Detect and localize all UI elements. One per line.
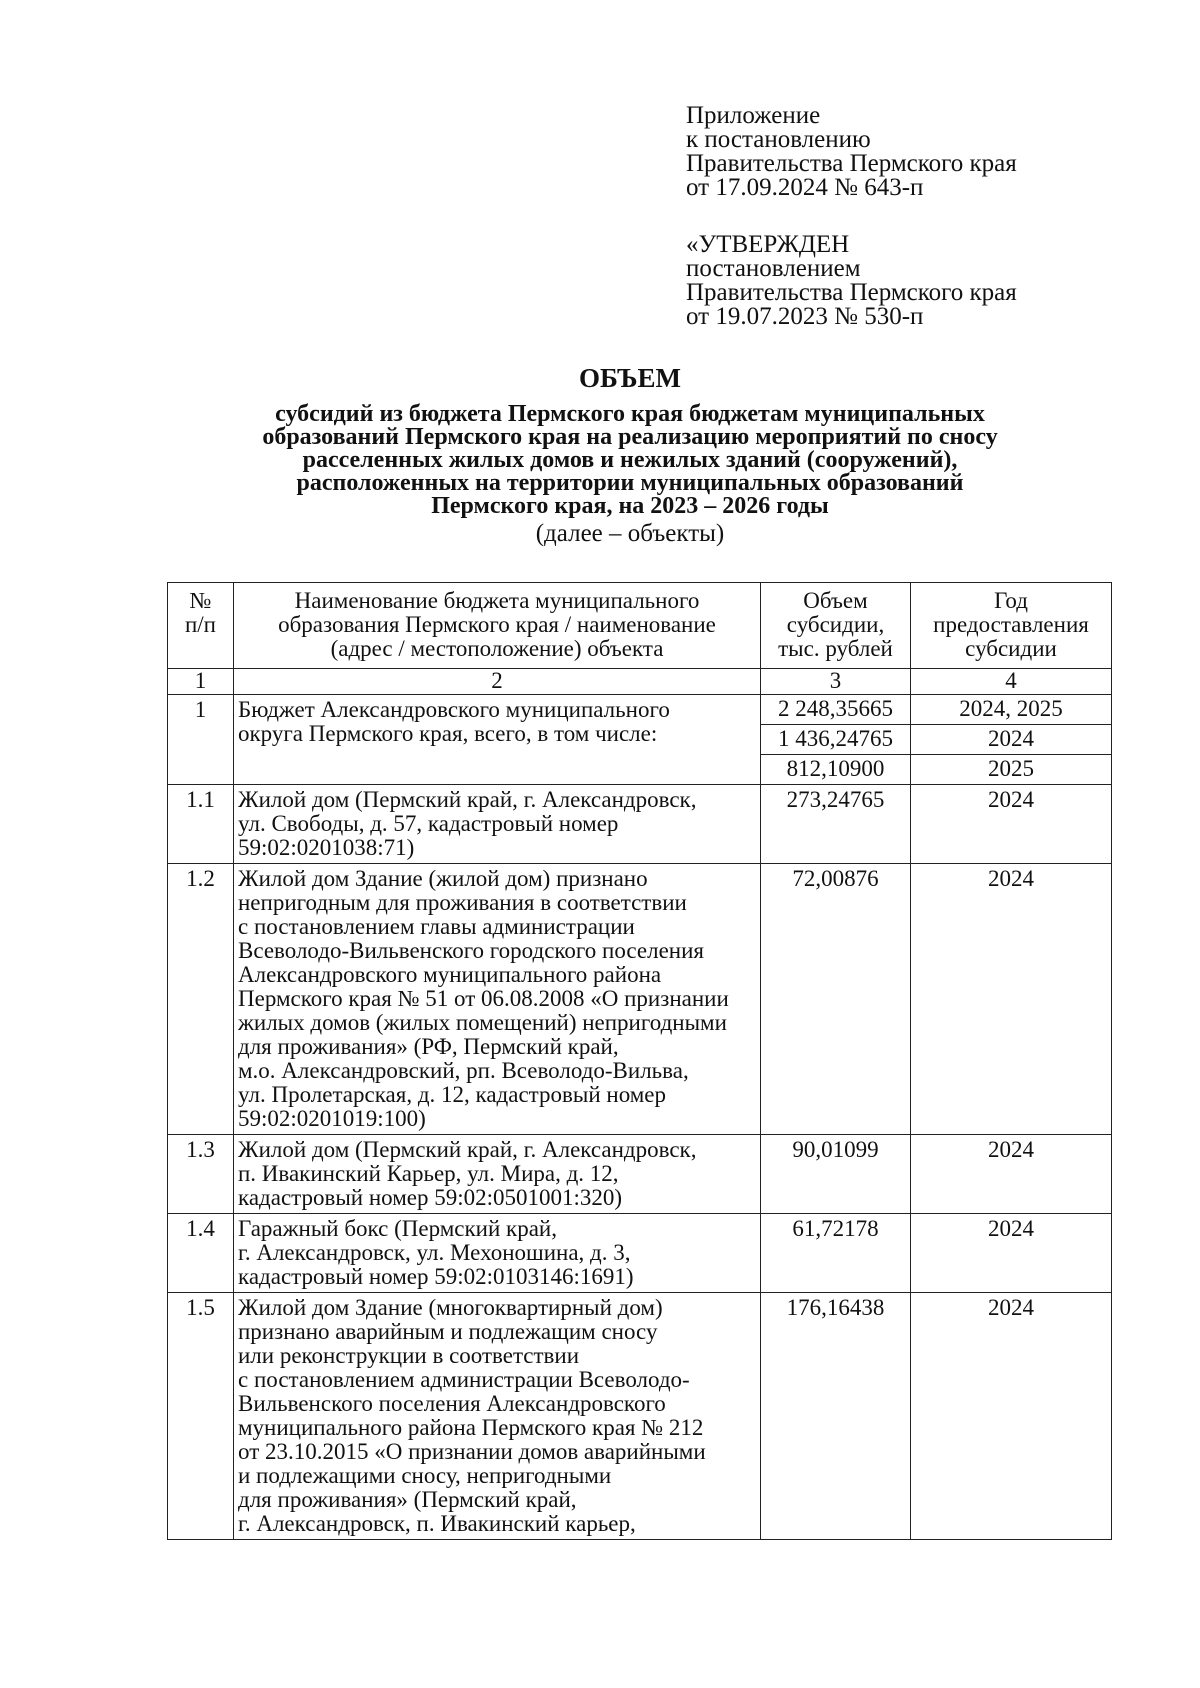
row-number: 1.1 [168,785,234,864]
document-title: ОБЪЕМ [579,363,681,393]
subsidy-table [167,582,1112,1540]
name-line: г. Александровск, ул. Мехоношина, д. 3, [238,1240,631,1265]
name-line: Вильвенского поселения Александровского [238,1391,666,1416]
column-index: 4 [911,669,1112,695]
row-amount: 90,01099 [761,1135,911,1214]
header-amount [761,583,911,669]
name-line: 59:02:0201038:71) [238,835,415,860]
row-name [234,1293,761,1540]
name-line: или реконструкции в соответствии [238,1343,580,1368]
document-note: (далее – объекты) [535,520,725,547]
amount-value: 812,10900 [786,756,885,781]
name-line: Жилой дом (Пермский край, г. Александровск, [238,787,697,812]
header-text: Год [994,588,1028,613]
name-line: для проживания» (РФ, Пермский край, [238,1034,619,1059]
year-value: 2025 [988,756,1034,781]
name-line: Всеволодо-Вильвенского городского поселения [238,938,704,963]
name-line: жилых домов (жилых помещений) непригодными [238,1010,727,1035]
row-number: 1.5 [168,1293,234,1540]
name-line: Гаражный бокс (Пермский край, [238,1216,557,1241]
header-text: п/п [184,612,216,637]
name-line: округа Пермского края, всего, в том числе: [238,721,658,746]
header-line: постановлением [686,255,861,282]
name-line: и подлежащими сносу, непригодными [238,1463,612,1488]
row-name [234,695,761,785]
row-name [234,785,761,864]
name-line: ул. Свободы, д. 57, кадастровый номер [238,811,619,836]
row-year: 2024 [911,864,1112,1135]
header-text: образования Пермского края / наименование [278,612,716,637]
appendix-header [686,104,1017,200]
name-line: для проживания» (Пермский край, [238,1487,577,1512]
header-text: Наименование бюджета муниципального [294,588,700,613]
header-line: Приложение [686,102,821,129]
subtitle-line: образований Пермского края на реализацию мероприятий по сносу [262,424,998,450]
name-line: признано аварийным и подлежащим сносу [238,1319,658,1344]
name-line: п. Ивакинский Карьер, ул. Мира, д. 12, [238,1161,619,1186]
table-row-total [168,695,1112,785]
header-text: № [189,588,212,613]
row-year: 2024 [911,1214,1112,1293]
name-line: Александровского муниципального района [238,962,662,987]
name-line: муниципального района Пермского края № 212 [238,1415,704,1440]
table-row [168,1135,1112,1214]
column-index-row [168,669,1112,695]
row-name [234,1214,761,1293]
name-line: кадастровый номер 59:02:0103146:1691) [238,1264,634,1289]
name-line: с постановлением главы администрации [238,914,635,939]
row-amount: 61,72178 [761,1214,911,1293]
header-line: Правительства Пермского края [686,279,1017,306]
header-line: Правительства Пермского края [686,150,1017,177]
header-text: тыс. рублей [778,636,893,661]
column-index: 2 [234,669,761,695]
row-years [911,695,1112,785]
subtitle-line: расположенных на территории муниципальных образований [296,470,964,496]
column-index: 1 [168,669,234,695]
row-name [234,1135,761,1214]
subtitle-line: Пермского края, на 2023 – 2026 годы [431,493,829,519]
row-amount: 273,24765 [761,785,911,864]
row-amount: 176,16438 [761,1293,911,1540]
subtitle-line: субсидий из бюджета Пермского края бюджетам муниципальных [275,401,985,427]
name-line: 59:02:0201019:100) [238,1106,426,1131]
table-header-row [168,583,1112,669]
name-line: Жилой дом (Пермский край, г. Александровск, [238,1137,697,1162]
header-line: от 17.09.2024 № 643-п [686,174,924,201]
row-name [234,864,761,1135]
header-line: от 19.07.2023 № 530-п [686,303,924,330]
header-name [234,583,761,669]
table-row [168,1293,1112,1540]
column-index: 3 [761,669,911,695]
amount-value: 1 436,24765 [761,725,910,755]
name-line: ул. Пролетарская, д. 12, кадастровый номер [238,1082,667,1107]
header-text: субсидии [965,636,1057,661]
header-text: (адрес / местоположение) объекта [330,636,664,661]
row-amounts [761,695,911,785]
name-line: Бюджет Александровского муниципального [238,697,670,722]
subtitle-line: расселенных жилых домов и нежилых зданий (сооружений), [302,447,958,473]
year-value: 2024, 2025 [911,695,1111,725]
year-value: 2024 [911,725,1111,755]
approved-header [686,233,1017,329]
row-year: 2024 [911,1293,1112,1540]
row-number: 1 [168,695,234,785]
row-year: 2024 [911,785,1112,864]
header-year [911,583,1112,669]
table-row [168,864,1112,1135]
name-line: м.о. Александровский, рп. Всеволодо-Вильва, [238,1058,689,1083]
name-line: Пермского края № 51 от 06.08.2008 «О признании [238,986,729,1011]
document-subtitle [130,403,1130,518]
row-number: 1.3 [168,1135,234,1214]
row-amount: 72,00876 [761,864,911,1135]
header-line: «УТВЕРЖДЕН [686,231,850,258]
name-line: от 23.10.2015 «О признании домов аварийными [238,1439,706,1464]
header-text: Объем [803,588,868,613]
name-line: г. Александровск, п. Ивакинский карьер, [238,1511,636,1536]
header-no [168,583,234,669]
header-line: к постановлению [686,126,871,153]
name-line: Жилой дом Здание (жилой дом) признано [238,866,648,891]
header-text: предоставления [933,612,1089,637]
amount-value: 2 248,35665 [761,695,910,725]
row-year: 2024 [911,1135,1112,1214]
name-line: Жилой дом Здание (многоквартирный дом) [238,1295,663,1320]
name-line: непригодным для проживания в соответствии [238,890,687,915]
name-line: с постановлением администрации Всеволодо- [238,1367,690,1392]
row-number: 1.2 [168,864,234,1135]
table-row [168,785,1112,864]
table-row [168,1214,1112,1293]
header-text: субсидии, [786,612,885,637]
row-number: 1.4 [168,1214,234,1293]
name-line: кадастровый номер 59:02:0501001:320) [238,1185,623,1210]
